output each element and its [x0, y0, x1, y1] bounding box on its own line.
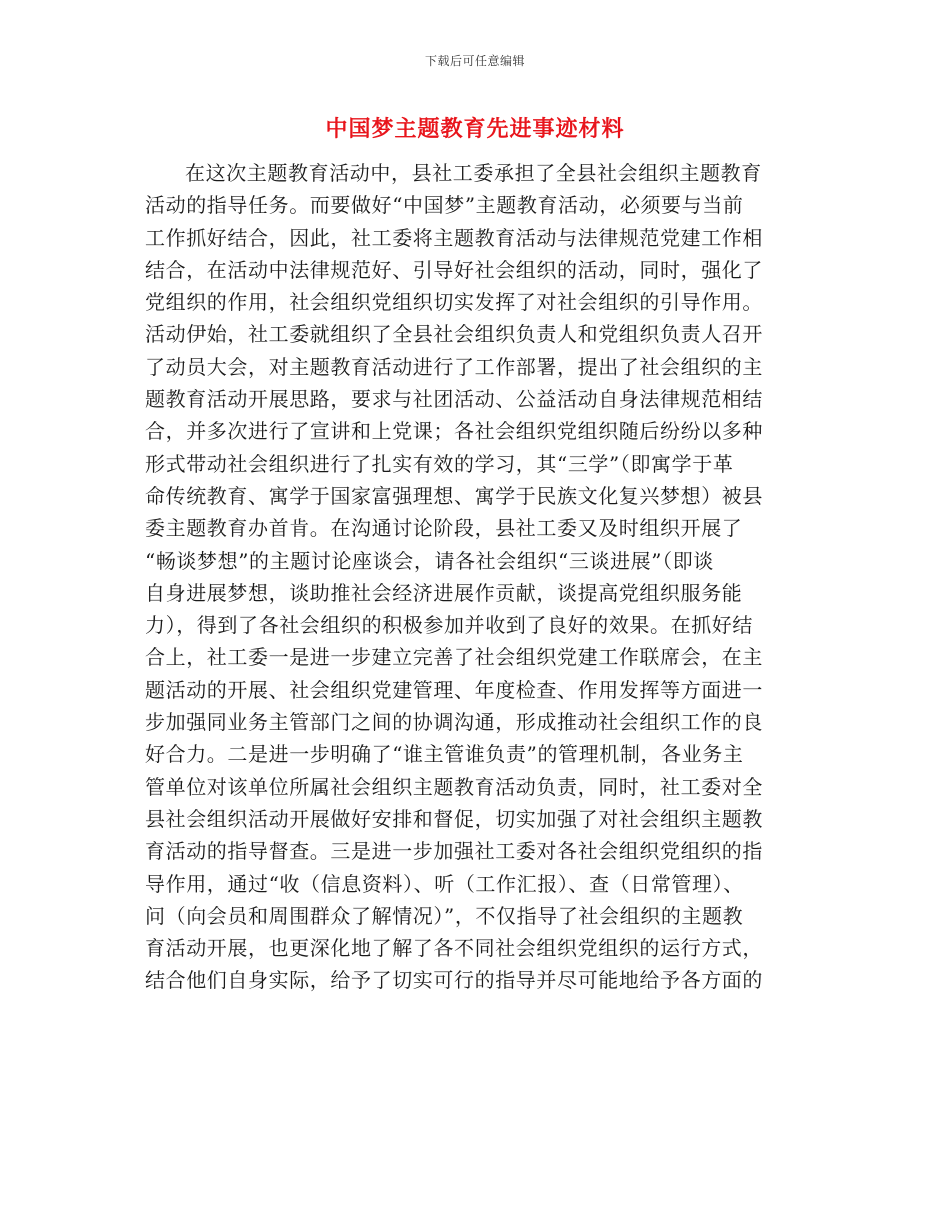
text-line: 问（向会员和周围群众了解情况）”，不仅指导了社会组织的主题教	[145, 903, 744, 928]
text-line: 题教育活动开展思路，要求与社团活动、公益活动自身法律规范相结	[145, 387, 763, 412]
text-line: 在这次主题教育活动中，县社工委承担了全县社会组织主题教育	[185, 161, 762, 185]
text-line: 工作抓好结合，因此，社工委将主题教育活动与法律规范党建工作相	[145, 225, 763, 250]
text-line: 结合，在活动中法律规范好、引导好社会组织的活动，同时，强化了	[145, 257, 763, 282]
text-line: 活动的指导任务。而要做好“中国梦”主题教育活动，必须要与当前	[145, 193, 744, 218]
text-line: 好合力。二是进一步明确了“谁主管谁负责”的管理机制，各业务主	[145, 742, 744, 767]
text-line: 命传统教育、寓学于国家富强理想、寓学于民族文化复兴梦想）被县	[145, 483, 763, 508]
text-line: 县社会组织活动开展做好安排和督促，切实加强了对社会组织主题教	[145, 806, 763, 831]
body-paragraph	[145, 157, 815, 997]
text-line: 了动员大会，对主题教育活动进行了工作部署，提出了社会组织的主	[145, 354, 763, 379]
text-line: 活动伊始，社工委就组织了全县社会组织负责人和党组织负责人召开	[145, 322, 763, 347]
text-line: 合，并多次进行了宣讲和上党课；各社会组织党组织随后纷纷以多种	[145, 419, 763, 444]
text-line: 管单位对该单位所属社会组织主题教育活动负责，同时，社工委对全	[145, 774, 763, 799]
text-line: 步加强同业务主管部门之间的协调沟通，形成推动社会组织工作的良	[145, 710, 763, 735]
text-line: 导作用，通过“收（信息资料）、听（工作汇报）、查（日常管理）、	[145, 871, 744, 896]
text-line: 形式带动社会组织进行了扎实有效的学习，其“三学”（即寓学于革	[145, 451, 734, 476]
text-line: 育活动的指导督查。三是进一步加强社工委对各社会组织党组织的指	[145, 839, 763, 864]
document-title: 中国梦主题教育先进事迹材料	[325, 116, 625, 142]
text-line: 力），得到了各社会组织的积极参加并收到了良好的效果。在抓好结	[145, 613, 753, 638]
text-line: 结合他们自身实际，给予了切实可行的指导并尽可能地给予各方面的	[145, 968, 763, 993]
text-line: “畅谈梦想”的主题讨论座谈会，请各社会组织“三谈进展”（即谈	[145, 548, 714, 573]
page-header: 下载后可任意编辑	[424, 54, 525, 68]
text-line: 自身进展梦想，谈助推社会经济进展作贡献，谈提高党组织服务能	[145, 580, 743, 605]
text-line: 委主题教育办首肯。在沟通讨论阶段，县社工委又及时组织开展了	[145, 516, 743, 541]
text-line: 党组织的作用，社会组织党组织切实发挥了对社会组织的引导作用。	[145, 290, 763, 315]
text-line: 题活动的开展、社会组织党建管理、年度检查、作用发挥等方面进一	[145, 677, 763, 702]
text-line: 合上，社工委一是进一步建立完善了社会组织党建工作联席会，在主	[145, 645, 763, 670]
text-line: 育活动开展，也更深化地了解了各不同社会组织党组织的运行方式，	[145, 936, 763, 961]
